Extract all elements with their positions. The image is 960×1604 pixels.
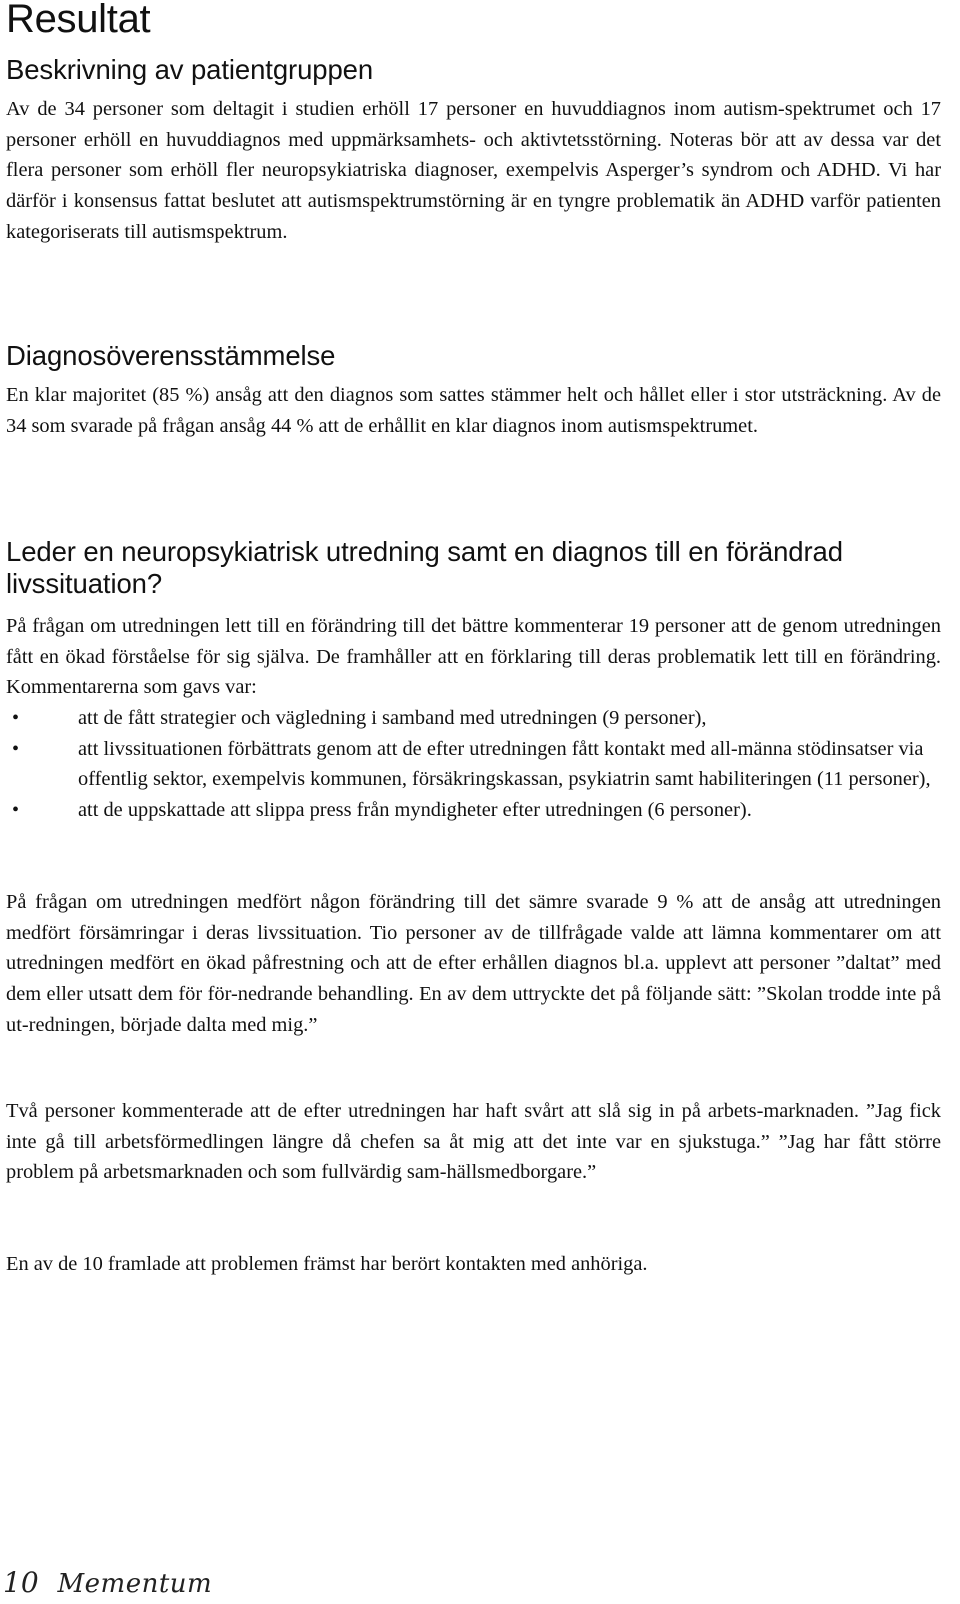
comments-list	[6, 703, 941, 826]
page-title: Resultat	[6, 0, 151, 41]
list-item-text: att de fått strategier och vägledning i samband med utredningen (9 personer),	[78, 707, 707, 729]
paragraph-worse-change: På frågan om utredningen medfört någon förändring till det sämre svarade 9 % att de ansåg att utredningen medfört försämringar i deras livssituation. Tio personer av de tillfrågade valde att lämna kommentarer om att utredningen medfört en ökad påfrestning och att de efter erhållen diagnos bl.a. upplevt att personer ”daltat” med dem eller utsatt dem för för-nedrande behandling. En av dem uttryckte det på följande sätt: ”Skolan trodde inte på ut-redningen, började dalta med mig.”	[6, 891, 941, 1036]
section-heading-patient-group: Beskrivning av patientgruppen	[6, 54, 374, 85]
publication-name: Mementum	[57, 1569, 213, 1599]
paragraph-labor-market: Två personer kommenterade att de efter utredningen har haft svårt att slå sig in på arbets-marknaden. ”Jag fick inte gå till arbetsförmedlingen längre då chefen sa åt mig att det inte var en sjukstuga.” ”Jag har fått större problem på arbetsmarknaden och som fullvärdig sam-hällsmedborgare.”	[6, 1100, 941, 1184]
page-footer	[3, 1566, 212, 1599]
list-item-text: att de uppskattade att slippa press från myndigheter efter utredningen (6 personer).	[78, 799, 752, 822]
list-item	[6, 703, 941, 734]
paragraph-patient-group: Av de 34 personer som deltagit i studien erhöll 17 personer en huvuddiagnos inom autism-spektrumet och 17 personer erhöll en huvuddiagnos med uppmärksamhets- och aktivtetsstörning. Noteras bör att av dessa var det flera personer som erhöll fler neuropsykiatriska diagnoser, exempelvis Asperger’s syndrom och ADHD. Vi har därför i konsensus fattat beslutet att autismspektrumstörning är en tyngre problematik än ADHD varför patienten kategoriserats till autismspektrum.	[6, 98, 941, 243]
paragraph-life-situation-intro: På frågan om utredningen lett till en förändring till det bättre kommenterar 19 personer att de genom utredningen fått en ökad förståelse för sig själva. De framhåller att en förklaring till deras problematik lett till en förändring. Kommentarerna som gavs var:	[6, 615, 941, 699]
section-heading-life-situation: Leder en neuropsykiatrisk utredning samt en diagnos till en förändrad livssituation?	[6, 536, 843, 599]
bullet-icon: •	[12, 707, 20, 729]
list-item	[6, 734, 941, 795]
bullet-icon: •	[12, 799, 20, 822]
paragraph-relatives: En av de 10 framlade att problemen främst har berört kontakten med anhöriga.	[6, 1253, 648, 1275]
bullet-icon: •	[12, 737, 20, 760]
section-heading-diagnosis-agreement: Diagnosöverensstämmelse	[6, 340, 336, 371]
page-number: 10	[3, 1566, 39, 1599]
list-item	[6, 795, 941, 826]
list-item-text: att livssituationen förbättrats genom att de efter utredningen fått kontakt med all-männa stödinsatser via offentlig sektor, exempelvis kommunen, försäkringskassan, psykiatrin samt habiliteringen (11 personer),	[78, 737, 931, 791]
paragraph-diagnosis-agreement: En klar majoritet (85 %) ansåg att den diagnos som sattes stämmer helt och hållet eller i stor utsträckning. Av de 34 som svarade på frågan ansåg 44 % att de erhållit en klar diagnos inom autismspektrumet.	[6, 384, 941, 437]
